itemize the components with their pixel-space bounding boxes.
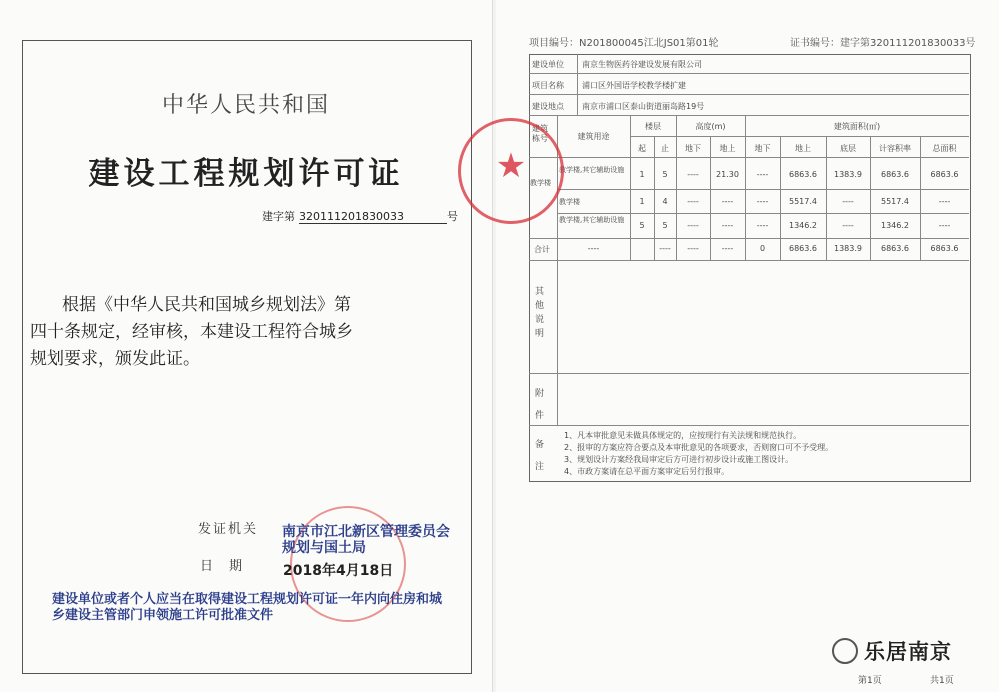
table-cell: ---- bbox=[687, 197, 699, 206]
issuer-value: 南京市江北新区管理委员会规划与国土局 bbox=[282, 524, 450, 556]
certificate-number-line bbox=[262, 208, 458, 224]
sub-floor-end: 止 bbox=[661, 144, 669, 153]
sub-area-far: 计容积率 bbox=[879, 144, 911, 153]
applicant-notice: 建设单位或者个人应当在取得建设工程规划许可证一年内向住房和城乡建设主管部门申领施工许可批准文件 bbox=[52, 592, 443, 623]
table-cell: ---- bbox=[756, 170, 769, 179]
sub-height-above: 地上 bbox=[719, 144, 736, 153]
col-building-no: 建筑栋号 bbox=[532, 124, 548, 143]
table-cell: ---- bbox=[721, 221, 734, 230]
sub-area-above: 地上 bbox=[795, 144, 811, 153]
total-label: 合计 bbox=[534, 245, 550, 254]
table-cell: 6863.6 bbox=[930, 170, 959, 179]
sub-area-under: 地下 bbox=[754, 144, 771, 153]
certificate-left-page bbox=[0, 0, 493, 692]
table-cell: 1 bbox=[639, 197, 645, 206]
certificate-body bbox=[30, 292, 450, 373]
table-cell: 21.30 bbox=[716, 170, 739, 179]
issue-date: 2018年4月18日 bbox=[283, 563, 394, 579]
body-line: 四十条规定，经审核，本建设工程符合城乡 bbox=[30, 322, 353, 342]
remark-item: 3、规划设计方案经我局审定后方可进行初步设计或施工图设计。 bbox=[564, 455, 794, 464]
remark-item: 2、报审的方案应符合要点及本审批意见的各项要求，否则窗口可不予受理。 bbox=[564, 443, 834, 452]
page-total: 共1页 bbox=[930, 676, 954, 686]
certificate-number: 证书编号：建字第320111201830033号 bbox=[790, 38, 976, 49]
red-official-seal bbox=[458, 118, 564, 224]
col-height: 高度(m) bbox=[695, 122, 726, 131]
table-cell: ---- bbox=[659, 244, 671, 253]
table-cell: ---- bbox=[756, 221, 769, 230]
info-label: 建设地点 bbox=[532, 102, 564, 111]
table-cell: 1346.2 bbox=[881, 221, 909, 230]
table-cell: 5517.4 bbox=[789, 197, 817, 206]
table-cell: 1 bbox=[639, 170, 645, 179]
col-floors: 楼层 bbox=[645, 122, 661, 131]
table-cell: ---- bbox=[938, 197, 951, 206]
table-cell: 1383.9 bbox=[834, 170, 862, 179]
remark-item: 4、市政方案请在总平面方案审定后另行报审。 bbox=[564, 467, 730, 476]
table-cell: 0 bbox=[759, 244, 766, 253]
table-cell: 5 bbox=[662, 170, 668, 179]
table-cell: ---- bbox=[842, 221, 854, 230]
table-cell: ---- bbox=[721, 197, 734, 206]
info-label: 建设单位 bbox=[532, 60, 564, 69]
table-cell: ---- bbox=[842, 197, 854, 206]
table-cell: 5 bbox=[639, 221, 645, 230]
info-value: 浦口区外国语学校教学楼扩建 bbox=[582, 81, 686, 90]
project-number: 项目编号：N201800045江北JS01第01轮 bbox=[529, 38, 719, 49]
sub-area-total: 总面积 bbox=[932, 144, 957, 153]
remarks-label: 备注 bbox=[535, 440, 545, 472]
col-area: 建筑面积(㎡) bbox=[833, 122, 881, 131]
body-line: 根据《中华人民共和国城乡规划法》第 bbox=[62, 295, 351, 315]
table-cell: ---- bbox=[938, 221, 951, 230]
date-label: 日期 bbox=[200, 559, 259, 574]
brand-watermark bbox=[832, 636, 952, 666]
table-cell: ---- bbox=[587, 244, 600, 253]
table-cell: 5517.4 bbox=[881, 197, 909, 206]
remark-item: 1、凡本审批意见未做具体规定的，应按现行有关法规和规范执行。 bbox=[564, 431, 802, 440]
table-row-building: 教学楼 bbox=[530, 179, 551, 187]
table-cell: 4 bbox=[662, 197, 668, 206]
table-row-use: 教学楼 bbox=[559, 198, 580, 206]
wechat-icon bbox=[832, 638, 858, 664]
table-cell: ---- bbox=[687, 244, 699, 253]
table-cell: 5 bbox=[662, 221, 668, 230]
page-current: 第1页 bbox=[858, 676, 882, 686]
table-cell: 6863.6 bbox=[789, 244, 817, 253]
country-name: 中华人民共和国 bbox=[161, 93, 330, 118]
table-cell: 6863.6 bbox=[881, 244, 909, 253]
sub-area-ground: 底层 bbox=[840, 144, 856, 153]
table-cell: ---- bbox=[687, 221, 699, 230]
table-cell: ---- bbox=[756, 197, 769, 206]
star-icon: ★ bbox=[495, 146, 527, 186]
info-value: 南京生物医药谷建设发展有限公司 bbox=[582, 60, 702, 69]
table-cell: 1346.2 bbox=[789, 221, 817, 230]
table-row-use: 教学楼,其它辅助设施 bbox=[559, 216, 625, 224]
table-cell: 6863.6 bbox=[930, 244, 959, 253]
cert-number: 320111201830033 bbox=[299, 210, 404, 223]
table-row-use: 教学楼,其它辅助设施 bbox=[559, 166, 625, 174]
attachments-label: 附件 bbox=[535, 389, 545, 421]
table-cell: 6863.6 bbox=[789, 170, 817, 179]
other-notes-label: 其他说明 bbox=[535, 287, 545, 339]
info-value: 南京市浦口区泰山街道丽岛路19号 bbox=[582, 102, 705, 111]
table-cell: ---- bbox=[687, 170, 699, 179]
table-cell: 1383.9 bbox=[834, 244, 862, 253]
cert-prefix: 建字第 bbox=[262, 210, 295, 223]
cert-suffix: 号 bbox=[447, 210, 458, 223]
table-cell: ---- bbox=[721, 244, 734, 253]
sub-height-under: 地下 bbox=[685, 144, 701, 153]
sub-floor-start: 起 bbox=[638, 144, 646, 153]
table-cell: 6863.6 bbox=[881, 170, 909, 179]
body-line: 规划要求，颁发此证。 bbox=[30, 349, 200, 369]
brand-name: 乐居南京 bbox=[864, 640, 952, 664]
info-label: 项目名称 bbox=[532, 81, 564, 90]
col-use: 建筑用途 bbox=[577, 132, 610, 141]
details-table bbox=[529, 54, 971, 482]
issuer-label: 发证机关 bbox=[198, 522, 259, 537]
certificate-title: 建设工程规划许可证 bbox=[88, 156, 404, 192]
